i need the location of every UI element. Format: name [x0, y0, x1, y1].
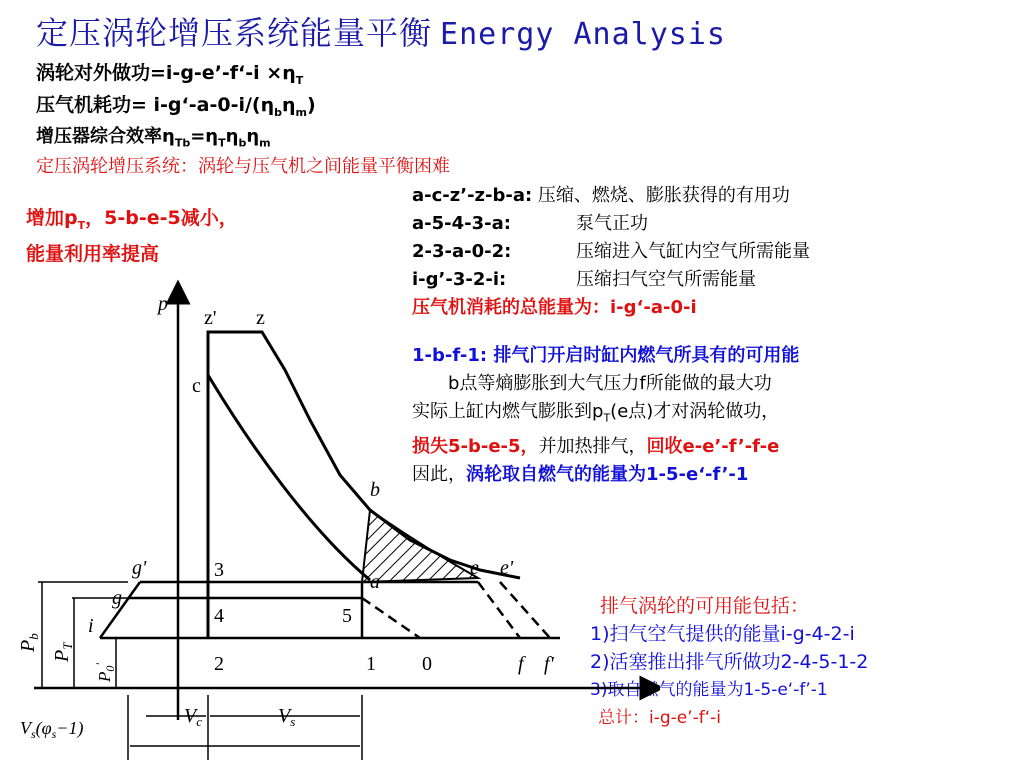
- right-line-6: 1-b-f-1: 排气门开启时缸内燃气所具有的可用能: [412, 345, 800, 366]
- label-4: 4: [214, 605, 224, 627]
- right-line-4b: 压缩扫气空气所需能量: [576, 269, 756, 290]
- label-pt: $P_T$: [51, 642, 75, 662]
- formula-compressor-sub1: b: [274, 105, 282, 119]
- left-note: [26, 204, 238, 268]
- summary-total: 总计：i-g-e’-f‘-i: [598, 708, 722, 728]
- label-pt-group: [51, 642, 75, 663]
- right-line-2: [412, 210, 810, 238]
- formula-eff-sub2: T: [218, 136, 226, 150]
- label-e: e: [470, 557, 479, 579]
- label-vs: $V_s$: [278, 705, 296, 729]
- right-line-8sub: T: [603, 411, 611, 425]
- formula-turbine-work: [36, 58, 303, 87]
- formula-eff-mid3: η: [246, 126, 260, 147]
- label-p: p: [158, 293, 168, 315]
- formula-compressor-mid: η: [282, 94, 296, 116]
- title-en: Energy Analysis: [440, 17, 726, 52]
- formula-eff-mid2: η: [225, 126, 239, 147]
- right-line-1: [412, 182, 810, 210]
- formula-compressor-end: ): [307, 94, 316, 116]
- label-1: 1: [366, 653, 376, 675]
- label-c: c: [192, 375, 201, 397]
- label-pb: $P_b$: [17, 633, 41, 652]
- line-e-f: [478, 582, 520, 638]
- label-i: i: [88, 615, 94, 637]
- formula-eff-text: 增压器综合效率η: [36, 126, 175, 147]
- formula-eff-sub1: Tb: [174, 136, 191, 150]
- left-note-line1: [26, 204, 238, 240]
- label-3: 3: [214, 559, 224, 581]
- page-title: [36, 8, 726, 54]
- label-p0: $P_0'$: [93, 663, 117, 682]
- label-z1: z': [204, 307, 217, 329]
- left-note-line2: 能量利用率提高: [26, 242, 160, 265]
- right-line-3: [412, 238, 810, 266]
- label-vsphi: $V_s(\varphi_s-1)$: [20, 718, 84, 741]
- compression-curve: [208, 375, 370, 580]
- label-g: g: [112, 587, 122, 609]
- line-e1-f1: [500, 582, 550, 638]
- formula-compressor-sub2: m: [295, 105, 307, 119]
- label-a: a: [370, 571, 380, 593]
- pv-diagram: [0, 270, 660, 768]
- right-line-1a: a-c-z’-z-b-a:: [412, 185, 533, 206]
- right-line-1b: 压缩、燃烧、膨胀获得的有用功: [532, 185, 790, 206]
- label-f1: f': [544, 653, 554, 675]
- label-5: 5: [342, 605, 352, 627]
- right-line-2b: 泵气正功: [576, 213, 648, 234]
- right-line-3b: 压缩进入气缸内空气所需能量: [576, 241, 810, 262]
- label-p0-group: [93, 663, 117, 683]
- label-2: 2: [214, 653, 224, 675]
- label-pb-group: [17, 633, 41, 653]
- line-a-0: [362, 598, 420, 638]
- left-note-l1sub: T: [77, 218, 86, 232]
- summary-item-2: 2)活塞推出排气所做功2-4-5-1-2: [590, 651, 869, 673]
- right-line-2a: a-5-4-3-a:: [412, 213, 511, 234]
- summary-item-1: 1)扫气空气提供的能量i-g-4-2-i: [590, 623, 855, 645]
- right-line-7: b点等熵膨胀到大气压力f所能做的最大功: [448, 373, 772, 394]
- formula-turbine-text: 涡轮对外做功=i-g-e’-f‘-i ×η: [36, 62, 296, 84]
- label-b: b: [370, 479, 380, 501]
- right-line-5: 压气机消耗的总能量为：i-g‘-a-0-i: [412, 297, 697, 318]
- right-line-8b: (e点)才对涡轮做功，: [610, 401, 780, 422]
- formula-efficiency: [36, 122, 271, 150]
- label-g1: g': [132, 557, 147, 579]
- label-f: f: [518, 653, 524, 675]
- left-note-l1a: 增加p: [26, 207, 78, 229]
- left-note-l1b: ，5-b-e-5减小，: [85, 207, 238, 229]
- formula-compressor-text: 压气机耗功= i-g‘-a-0-i/(η: [36, 94, 275, 116]
- label-0: 0: [422, 653, 432, 675]
- formula-eff-mid1: =η: [190, 126, 219, 147]
- summary-heading: 排气涡轮的可用能包括：: [600, 595, 810, 617]
- formula-turbine-sub: T: [295, 73, 304, 87]
- cycle-upper: [208, 332, 520, 638]
- label-vc: $V_c$: [184, 705, 202, 729]
- formula-eff-sub3: b: [238, 136, 247, 150]
- label-e1: e': [500, 557, 514, 579]
- right-line-10a: 因此，: [412, 463, 466, 485]
- right-line-9a: 损失5-b-e-5，: [412, 435, 539, 457]
- summary-item-3: 3)取自燃气的能量为1-5-e‘-f’-1: [590, 680, 828, 700]
- right-line-9b: 并加热排气，: [538, 435, 647, 457]
- label-z: z: [256, 307, 265, 329]
- right-line-10b: 涡轮取自燃气的能量为1-5-e‘-f’-1: [466, 463, 749, 485]
- title-cn: 定压涡轮增压系统能量平衡: [36, 14, 433, 52]
- formula-eff-sub4: m: [259, 136, 271, 150]
- right-line-4a: i-g’-3-2-i:: [412, 269, 507, 290]
- red-note: 定压涡轮增压系统：涡轮与压气机之间能量平衡困难: [36, 156, 450, 177]
- right-line-8a: 实际上缸内燃气膨胀到p: [412, 401, 604, 422]
- formula-compressor-work: [36, 90, 316, 119]
- right-line-9c: 回收e-e’-f’-f-e: [646, 435, 780, 457]
- right-line-3a: 2-3-a-0-2:: [412, 241, 512, 262]
